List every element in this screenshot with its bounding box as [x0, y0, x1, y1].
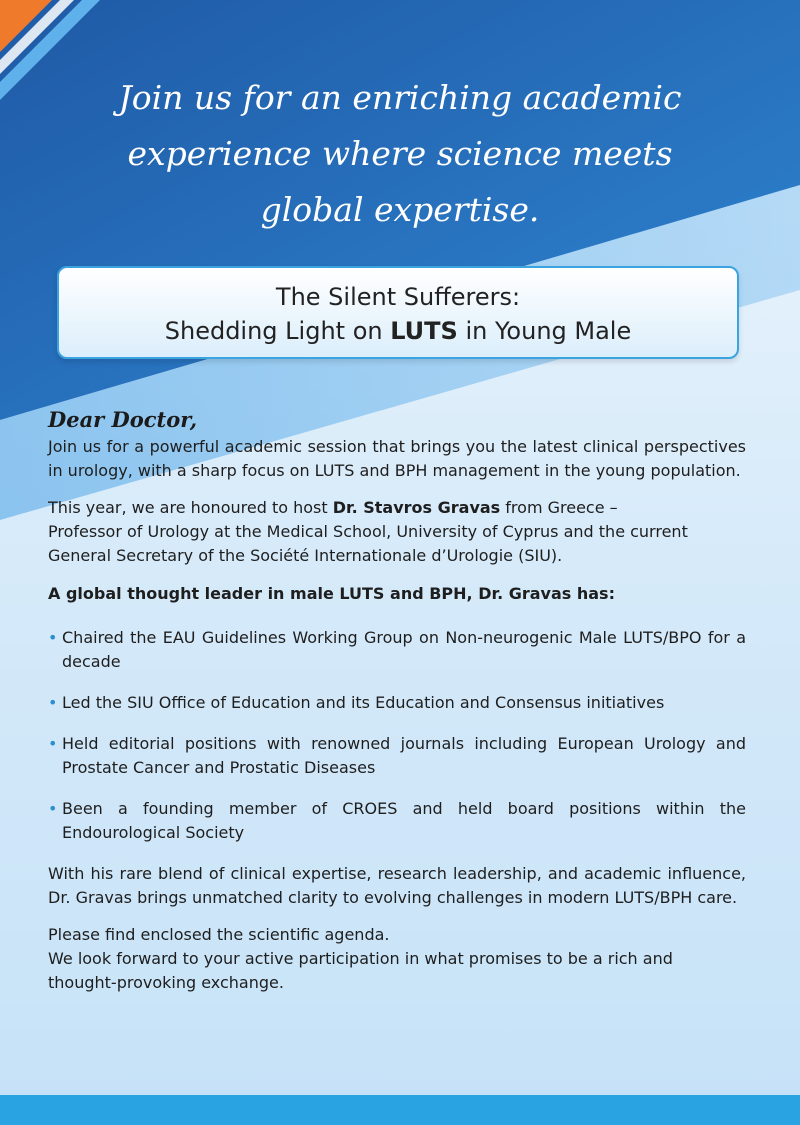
- letter-body: [48, 405, 746, 1008]
- list-item-text: Led the SIU Office of Education and its Education and Consensus initiatives: [62, 693, 665, 712]
- list-item-text: Chaired the EAU Guidelines Working Group on Non-neurogenic Male LUTS/BPO for a decade: [62, 628, 746, 671]
- bullet-icon: •: [48, 628, 58, 647]
- session-title-line-1: The Silent Sufferers:: [275, 283, 521, 311]
- host-text: This year, we are honoured to host: [48, 498, 333, 517]
- session-title-box: [57, 266, 739, 359]
- closing-line-1: Please find enclosed the scientific agenda.: [48, 925, 390, 944]
- host-paragraph: [48, 496, 746, 568]
- host-text-end: from Greece –: [500, 498, 618, 517]
- bullet-icon: •: [48, 693, 58, 712]
- session-title-luts: LUTS: [390, 317, 458, 345]
- closing-line-2: We look forward to your active participation in what promises to be a rich and thought-provoking exchange.: [48, 949, 673, 992]
- session-title-line-2: [59, 314, 737, 348]
- list-item: [48, 732, 746, 780]
- list-item: [48, 691, 746, 715]
- leader-heading: A global thought leader in male LUTS and BPH, Dr. Gravas has:: [48, 584, 615, 603]
- session-title-text: Shedding Light on: [164, 317, 391, 345]
- session-title-text-end: in Young Male: [457, 317, 632, 345]
- closing-paragraph: [48, 923, 746, 995]
- host-credentials: Professor of Urology at the Medical School, University of Cyprus and the current General Secretary of the Société Internationale d’Urologie (SIU).: [48, 522, 688, 565]
- host-name: Dr. Stavros Gravas: [332, 498, 501, 517]
- headline-line-1: Join us for an enriching academic: [118, 78, 682, 117]
- bullet-icon: •: [48, 799, 58, 818]
- intro-paragraph: Join us for a powerful academic session that brings you the latest clinical perspectives in urology, with a sharp focus on LUTS and BPH management in the young population.: [48, 437, 746, 480]
- list-item: [48, 797, 746, 845]
- list-item-text: Been a founding member of CROES and held board positions within the Endourological Society: [62, 799, 746, 842]
- blend-paragraph: With his rare blend of clinical expertise, research leadership, and academic influence, Dr. Gravas brings unmatched clarity to evolving challenges in modern LUTS/BPH care.: [48, 864, 746, 907]
- greeting: Dear Doctor,: [48, 407, 198, 432]
- bullet-icon: •: [48, 734, 58, 753]
- headline: [60, 70, 740, 238]
- headline-line-3: global expertise.: [260, 190, 540, 229]
- list-item: [48, 626, 746, 674]
- headline-line-2: experience where science meets: [127, 134, 673, 173]
- bottom-bar: [0, 1095, 800, 1125]
- list-item-text: Held editorial positions with renowned journals including European Urology and Prostate Cancer and Prostatic Diseases: [62, 734, 746, 777]
